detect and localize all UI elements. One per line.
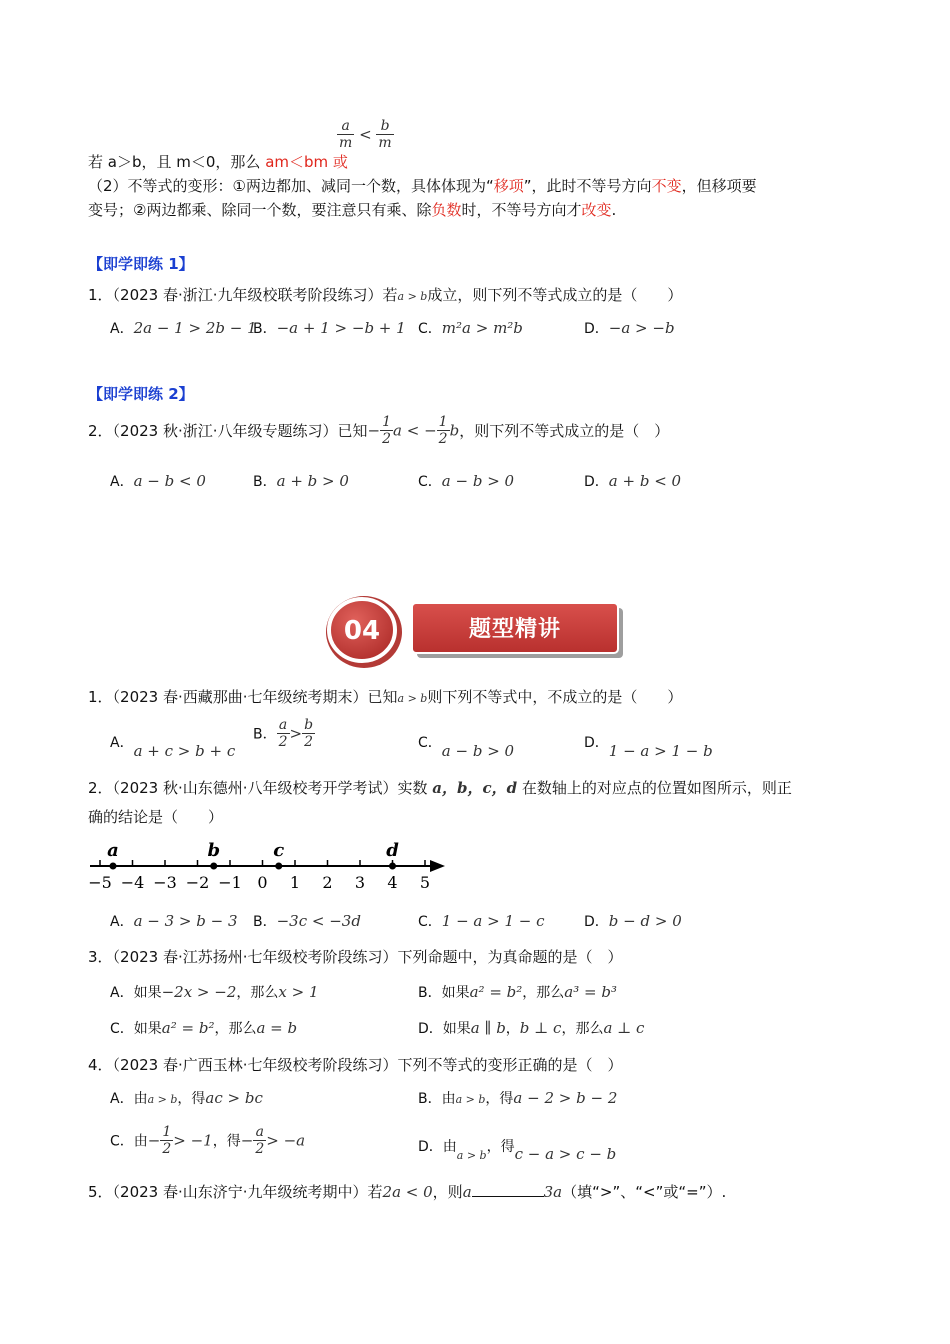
practice1-heading: 【即学即练 1】 xyxy=(88,255,194,273)
practice1-option-a[interactable]: A．2a − 1 > 2b − 1 xyxy=(110,319,257,337)
q2-option-d[interactable]: D．b − d > 0 xyxy=(584,912,682,930)
number-line-tick-label: 4 xyxy=(387,873,398,892)
frac-b-over-m: $\frac{b}{m}$ xyxy=(378,118,392,151)
q2-option-a[interactable]: A．a − 3 > b − 3 xyxy=(110,912,238,930)
number-line-label-c: c xyxy=(273,840,285,861)
q1-frac-b: $\frac{b}{2}$ xyxy=(304,717,314,750)
section-number: 04 xyxy=(343,616,381,646)
q4-option-b[interactable]: B．由a > b，得a − 2 > b − 2 xyxy=(418,1089,618,1107)
q2-stem-line2: 确的结论是（ ） xyxy=(88,808,224,826)
q1-stem: 1．（2023 春·西藏那曲·七年级统考期末）已知a > b则下列不等式中，不成立的是（ ） xyxy=(88,688,683,706)
number-line-tick-label: −3 xyxy=(153,873,177,892)
q2-stem-line1: 2．（2023 秋·山东德州·八年级校考开学考试）实数 a，b，c，d 在数轴上的对应点的位置如图所示，则正 xyxy=(88,779,792,797)
practice2-option-a[interactable]: A．a − b < 0 xyxy=(110,472,206,490)
number-line-tick-label: 3 xyxy=(354,873,366,892)
q1-option-c[interactable]: C．a − b > 0 xyxy=(418,735,515,760)
practice2-frac-2: $\frac{1}{2}$ xyxy=(438,414,448,447)
number-line-tick-label: −4 xyxy=(120,873,145,892)
section-title: 题型精讲 xyxy=(468,617,561,642)
practice2-option-b[interactable]: B．a + b > 0 xyxy=(253,472,349,490)
q4-option-a[interactable]: A．由a > b，得ac > bc xyxy=(110,1089,263,1107)
practice1-option-d[interactable]: D．−a > −b xyxy=(584,319,675,337)
q3-option-b[interactable]: B．如果a² = b²，那么a³ = b³ xyxy=(418,983,617,1001)
practice2-stem: 2．（2023 秋·浙江·八年级专题练习）已知− $\frac{1}{2}$ a < − $\frac{1}{2}$ b，则下列不等式成立的是（ ） xyxy=(88,414,670,447)
q4-option-d[interactable]: D．由$_{a > b}$，得c − a > c − b xyxy=(418,1139,617,1163)
q4-frac-1: $\frac{1}{2}$ xyxy=(162,1124,172,1157)
number-line-tick-label: 5 xyxy=(419,873,431,892)
number-line-point-a xyxy=(110,863,117,870)
number-line-tick-label: −2 xyxy=(185,873,210,892)
q4-stem: 4．（2023 春·广西玉林·七年级校考阶段练习）下列不等式的变形正确的是（ ） xyxy=(88,1056,623,1074)
number-line-point-d xyxy=(389,863,396,870)
number-line-label-d: d xyxy=(386,840,399,861)
number-line-tick-label: 1 xyxy=(289,873,301,892)
q1-option-a[interactable]: A．a + c > b + c xyxy=(110,735,236,760)
q3-stem: 3．（2023 春·江苏扬州·七年级校考阶段练习）下列命题中，为真命题的是（ ） xyxy=(88,948,623,966)
q1-option-b[interactable]: B． $\frac{a}{2}$ > $\frac{b}{2}$ xyxy=(253,717,314,750)
practice1-option-b[interactable]: B．−a + 1 > −b + 1 xyxy=(253,319,406,337)
number-line-point-b xyxy=(210,863,217,870)
practice1-option-c[interactable]: C．m²a > m²b xyxy=(418,319,523,337)
practice2-heading: 【即学即练 2】 xyxy=(88,385,194,403)
number-line-point-c xyxy=(275,863,282,870)
number-line-label-b: b xyxy=(207,840,221,861)
number-line-tick-label: 0 xyxy=(257,873,268,892)
q3-option-a[interactable]: A．如果−2x > −2，那么x > 1 xyxy=(110,983,319,1001)
top-line-3: 变号；②两边都乘、除同一个数，要注意只有乘、除负数时，不等号方向才改变. xyxy=(88,201,617,219)
q3-option-c[interactable]: C．如果a² = b²，那么a = b xyxy=(110,1019,298,1037)
number-line-tick-label: −5 xyxy=(88,873,112,892)
q3-option-d[interactable]: D．如果a ∥ b，b ⊥ c，那么a ⊥ c xyxy=(418,1019,645,1037)
q1-frac-a: $\frac{a}{2}$ xyxy=(278,717,288,750)
q2-option-c[interactable]: C．1 − a > 1 − c xyxy=(418,912,545,930)
number-line-arrow xyxy=(430,860,445,872)
q2-option-b[interactable]: B．−3c < −3d xyxy=(253,912,361,930)
practice2-option-c[interactable]: C．a − b > 0 xyxy=(418,472,515,490)
practice2-frac-1: $\frac{1}{2}$ xyxy=(382,414,392,447)
q5-stem: 5．（2023 春·山东济宁·九年级统考期中）若2a < 0，则a 3a（填“>”、“<”或“=”）. xyxy=(88,1183,727,1201)
top-line-1: 若 a＞b，且 m＜0，那么 am＜bm 或 xyxy=(88,153,348,171)
section-banner xyxy=(322,590,632,670)
q1-option-d[interactable]: D．1 − a > 1 − b xyxy=(584,735,713,760)
number-line-label-a: a xyxy=(107,840,119,861)
q5-answer-blank[interactable] xyxy=(472,1182,544,1197)
number-line xyxy=(80,836,460,892)
practice1-stem: 1．（2023 春·浙江·九年级校联考阶段练习）若a > b成立，则下列不等式成立的是（ ） xyxy=(88,286,683,304)
q4-frac-2: $\frac{a}{2}$ xyxy=(255,1124,265,1157)
q4-option-c[interactable]: C．由− $\frac{1}{2}$ > −1，得− $\frac{a}{2}$ > −a xyxy=(110,1124,306,1157)
practice2-option-d[interactable]: D．a + b < 0 xyxy=(584,472,682,490)
top-line-2: （2）不等式的变形：①两边都加、减同一个数，具体体现为“移项”，此时不等号方向不变，但移项要 xyxy=(88,177,757,195)
frac-a-over-m: $\frac{a}{m}$ xyxy=(339,118,353,151)
top-fraction: $\frac{a}{m}$ < $\frac{b}{m}$ xyxy=(339,118,392,151)
number-line-tick-label: 2 xyxy=(322,873,333,892)
number-line-tick-label: −1 xyxy=(218,873,242,892)
